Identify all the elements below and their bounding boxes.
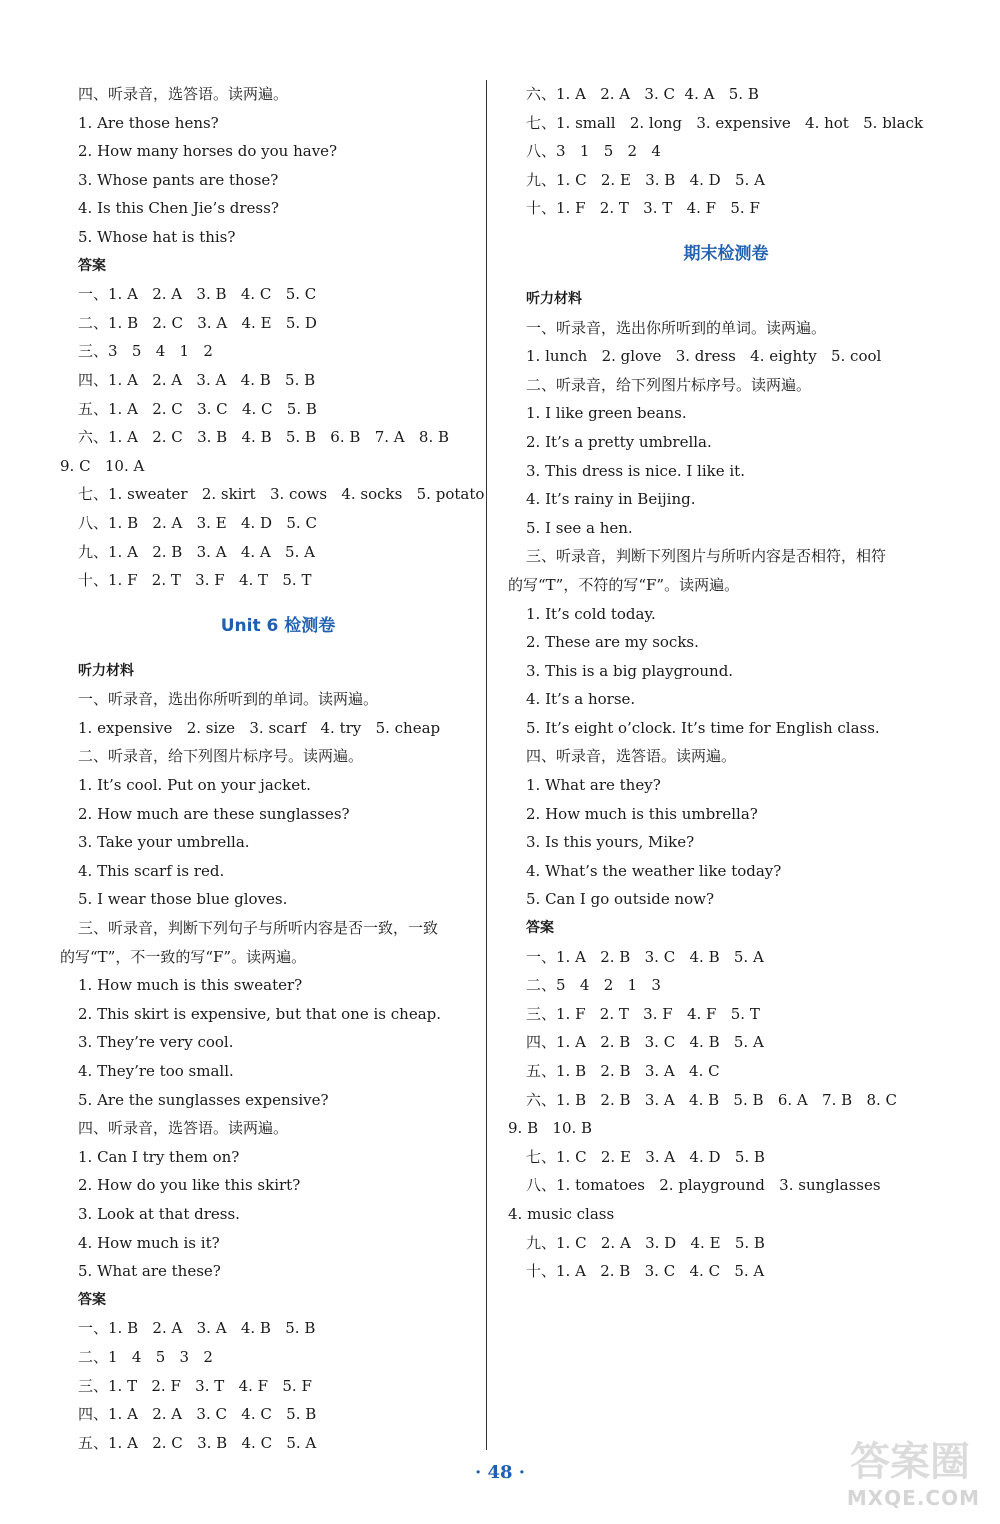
text-line: 一、1. A 2. A 3. B 4. C 5. C — [78, 285, 317, 304]
text-line: 五、1. A 2. C 3. B 4. C 5. A — [78, 1433, 317, 1452]
watermark-logo — [830, 1430, 980, 1510]
text-line: 5. Can I go outside now? — [526, 890, 715, 909]
text-line: 九、1. C 2. E 3. B 4. D 5. A — [526, 170, 765, 189]
text-line: 1. What are they? — [526, 776, 661, 795]
text-line: 4. What’s the weather like today? — [526, 861, 782, 880]
text-line: 3. This is a big playground. — [526, 661, 734, 680]
text-line: 3. Take your umbrella. — [78, 833, 250, 852]
text-line: 5. I see a hen. — [526, 518, 633, 537]
text-line: 1. I like green beans. — [526, 404, 687, 423]
text-line: 答案 — [78, 1291, 106, 1308]
text-line: 4. How much is it? — [78, 1233, 220, 1252]
text-line: 九、1. A 2. B 3. A 4. A 5. A — [78, 542, 315, 561]
text-line: 3. Whose pants are those? — [78, 170, 279, 189]
text-line: 一、听录音，选出你所听到的单词。读两遍。 — [526, 318, 827, 337]
text-line: 四、听录音，选答语。读两遍。 — [78, 85, 289, 103]
text-line: 3. This dress is nice. I like it. — [526, 461, 745, 480]
text-line: 2. How many horses do you have? — [78, 142, 338, 161]
text-line: 二、5 4 2 1 3 — [526, 976, 661, 995]
right-column — [508, 80, 926, 1286]
text-line: 三、听录音，判断下列图片与所听内容是否相符，相符 — [526, 547, 887, 566]
text-line: 四、1. A 2. A 3. C 4. C 5. B — [78, 1405, 317, 1424]
text-line: 2. How much are these sunglasses? — [78, 804, 350, 823]
text-line: 四、听录音，选答语。读两遍。 — [526, 747, 737, 766]
text-line: 5. What are these? — [78, 1262, 221, 1281]
text-line: 1. Can I try them on? — [78, 1147, 240, 1166]
text-line: 一、听录音，选出你所听到的单词。读两遍。 — [78, 690, 379, 709]
column-divider — [486, 80, 487, 1450]
text-line: 一、1. B 2. A 3. A 4. B 5. B — [78, 1319, 316, 1338]
text-line: 三、1. T 2. F 3. T 4. F 5. F — [78, 1376, 312, 1395]
text-line: 4. It’s a horse. — [526, 690, 636, 709]
text-line: 六、1. A 2. C 3. B 4. B 5. B 6. B 7. A 8. B — [78, 428, 450, 447]
text-line: 八、1. tomatoes 2. playground 3. sunglasses — [526, 1176, 881, 1195]
text-line: 答案 — [526, 920, 554, 937]
text-line: 十、1. F 2. T 3. F 4. T 5. T — [78, 571, 312, 590]
text-line: 的写“T”，不一致的写“F”。读两遍。 — [60, 947, 307, 966]
text-line: 三、1. F 2. T 3. F 4. F 5. T — [526, 1004, 760, 1023]
text-line: 听力材料 — [526, 290, 582, 307]
text-line: 一、1. A 2. B 3. C 4. B 5. A — [526, 947, 764, 966]
text-line: 9. B 10. B — [508, 1119, 593, 1138]
text-line: 三、3 5 4 1 2 — [78, 342, 213, 361]
text-line: 九、1. C 2. A 3. D 4. E 5. B — [526, 1233, 765, 1252]
text-line: 七、1. C 2. E 3. A 4. D 5. B — [526, 1147, 765, 1166]
text-line: 5. Are the sunglasses expensive? — [78, 1090, 329, 1109]
text-line: 听力材料 — [78, 662, 134, 679]
text-line: 二、听录音，给下列图片标序号。读两遍。 — [526, 375, 812, 394]
text-line: 二、听录音，给下列图片标序号。读两遍。 — [78, 747, 364, 766]
text-line: 3. They’re very cool. — [78, 1033, 234, 1052]
text-line: 2. These are my socks. — [526, 633, 699, 652]
text-line: 四、1. A 2. B 3. C 4. B 5. A — [526, 1033, 764, 1052]
watermark-logo-text: 答案圈 — [850, 1439, 970, 1485]
text-line: 1. Are those hens? — [78, 113, 219, 132]
text-line: 四、听录音，选答语。读两遍。 — [78, 1119, 289, 1138]
text-line: 1. lunch 2. glove 3. dress 4. eighty 5. cool — [526, 347, 882, 366]
text-line: 5. Whose hat is this? — [78, 227, 236, 246]
watermark-site: MXQE.COM — [846, 1486, 980, 1510]
text-line: 二、1 4 5 3 2 — [78, 1347, 213, 1366]
text-line: 十、1. A 2. B 3. C 4. C 5. A — [526, 1262, 765, 1281]
text-line: 2. This skirt is expensive, but that one is cheap. — [78, 1004, 442, 1023]
text-line: 七、1. small 2. long 3. expensive 4. hot 5. black — [526, 113, 924, 132]
text-line: 七、1. sweater 2. skirt 3. cows 4. socks 5. potato — [78, 485, 485, 504]
text-line: 2. How do you like this skirt? — [78, 1176, 301, 1195]
text-line: 3. Is this yours, Mike? — [526, 833, 695, 852]
text-line: 2. How much is this umbrella? — [526, 804, 758, 823]
section-title: Unit 6 检测卷 — [220, 615, 336, 636]
text-line: 五、1. B 2. B 3. A 4. C — [526, 1062, 720, 1080]
text-line: 1. It’s cool. Put on your jacket. — [78, 776, 311, 795]
left-column — [60, 80, 485, 1457]
text-line: 六、1. B 2. B 3. A 4. B 5. B 6. A 7. B 8. C — [526, 1090, 898, 1109]
text-line: 5. I wear those blue gloves. — [78, 890, 288, 909]
text-line: 4. This scarf is red. — [78, 861, 225, 880]
text-line: 9. C 10. A — [60, 456, 145, 475]
text-line: 答案 — [78, 257, 106, 274]
text-line: 4. music class — [508, 1204, 615, 1223]
text-line: 五、1. A 2. C 3. C 4. C 5. B — [78, 399, 317, 418]
text-line: 三、听录音，判断下列句子与所听内容是否一致，一致 — [78, 919, 439, 938]
text-line: 1. It’s cold today. — [526, 604, 656, 623]
text-line: 2. It’s a pretty umbrella. — [526, 432, 712, 451]
text-line: 5. It’s eight o’clock. It’s time for English class. — [526, 718, 880, 737]
text-line: 八、3 1 5 2 4 — [526, 142, 661, 161]
text-line: 八、1. B 2. A 3. E 4. D 5. C — [78, 513, 317, 532]
text-line: 4. Is this Chen Jie’s dress? — [78, 199, 279, 218]
text-line: 二、1. B 2. C 3. A 4. E 5. D — [78, 313, 317, 332]
text-line: 四、1. A 2. A 3. A 4. B 5. B — [78, 370, 316, 389]
text-line: 的写“T”，不符的写“F”。读两遍。 — [508, 575, 740, 594]
section-title: 期末检测卷 — [683, 243, 769, 264]
page-number: · 48 · — [474, 1462, 526, 1483]
text-line: 4. They’re too small. — [78, 1062, 234, 1080]
text-line: 1. How much is this sweater? — [78, 976, 303, 995]
text-line: 4. It’s rainy in Beijing. — [526, 490, 696, 509]
text-line: 1. expensive 2. size 3. scarf 4. try 5. cheap — [78, 718, 441, 737]
text-line: 3. Look at that dress. — [78, 1204, 240, 1223]
text-line: 十、1. F 2. T 3. T 4. F 5. F — [526, 199, 760, 218]
text-line: 六、1. A 2. A 3. C 4. A 5. B — [526, 85, 759, 103]
